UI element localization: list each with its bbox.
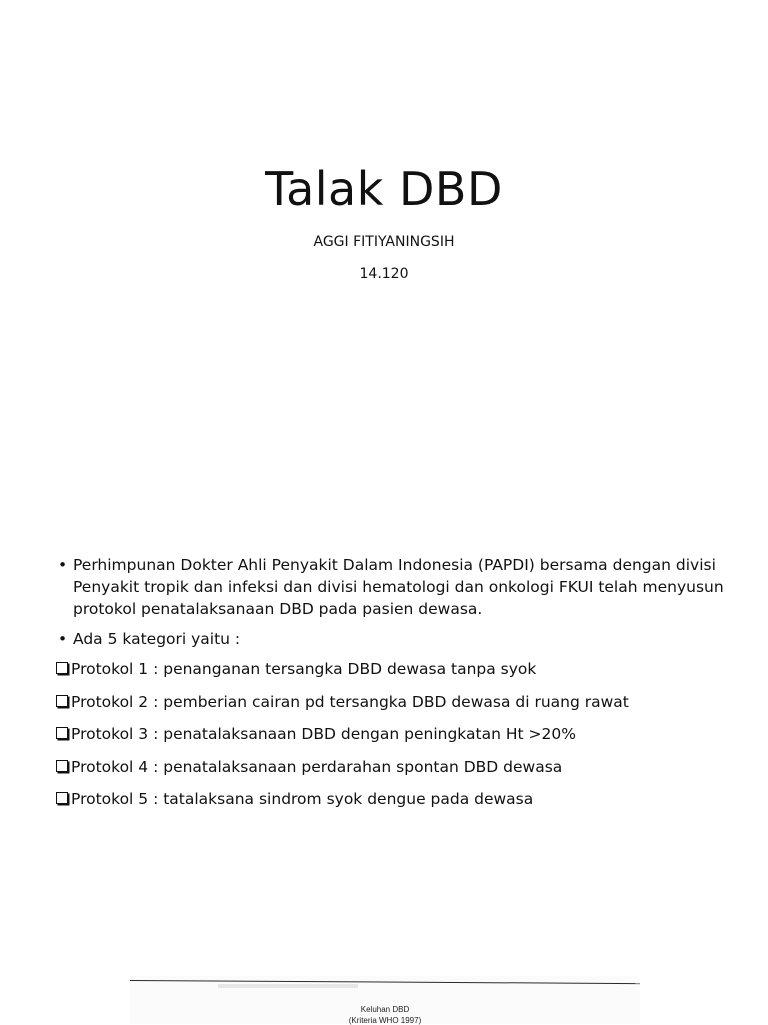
checkbox-icon bbox=[56, 695, 68, 707]
slide-body bbox=[58, 554, 738, 821]
bullet-item bbox=[58, 554, 738, 620]
checklist-text: Protokol 5 : tatalaksana sindrom syok dengue pada dewasa bbox=[71, 790, 534, 808]
scan-heading: Keluhan DBD bbox=[360, 1005, 410, 1014]
bullet-text: Perhimpunan Dokter Ahli Penyakit Dalam Indonesia (PAPDI) bersama dengan divisi Penyakit tropik dan infeksi dan divisi hematologi dan onkologi FKUI telah menyusun protokol penatalaksanaan DBD pada pasien dewasa. bbox=[73, 556, 724, 618]
checklist-item bbox=[56, 788, 738, 810]
author-name: AGGI FITIYANINGSIH bbox=[313, 234, 455, 250]
bullet-text: Ada 5 kategori yaitu : bbox=[73, 630, 241, 648]
checklist-text: Protokol 2 : pemberian cairan pd tersangka DBD dewasa di ruang rawat bbox=[71, 692, 629, 711]
checkbox-icon bbox=[56, 792, 68, 804]
checklist-text: Protokol 4 : penatalaksanaan perdarahan spontan DBD dewasa bbox=[71, 757, 563, 776]
slide-title: Talak DBD bbox=[265, 162, 503, 216]
checklist-text: Protokol 1 : penanganan tersangka DBD dewasa tanpa syok bbox=[71, 660, 537, 678]
checklist-item bbox=[56, 691, 738, 713]
checkbox-icon bbox=[56, 760, 68, 772]
checkbox-icon bbox=[56, 662, 68, 674]
content-slide bbox=[0, 520, 768, 960]
scan-subheading: (Kriteria WHO 1997) bbox=[348, 1016, 422, 1025]
scanned-document-image bbox=[130, 976, 640, 1024]
bullet-icon: • bbox=[58, 630, 68, 648]
bullet-item bbox=[58, 628, 738, 650]
checklist-text: Protokol 3 : penatalaksanaan DBD dengan peningkatan Ht >20% bbox=[71, 725, 576, 743]
student-number: 14.120 bbox=[359, 266, 409, 282]
checklist-item bbox=[56, 756, 738, 778]
faded-scan-text bbox=[218, 984, 358, 988]
bullet-icon: • bbox=[58, 556, 68, 574]
checkbox-icon bbox=[56, 727, 68, 739]
scan-rule-line bbox=[130, 980, 640, 984]
checklist-item bbox=[56, 658, 738, 680]
checklist-item bbox=[56, 723, 738, 745]
